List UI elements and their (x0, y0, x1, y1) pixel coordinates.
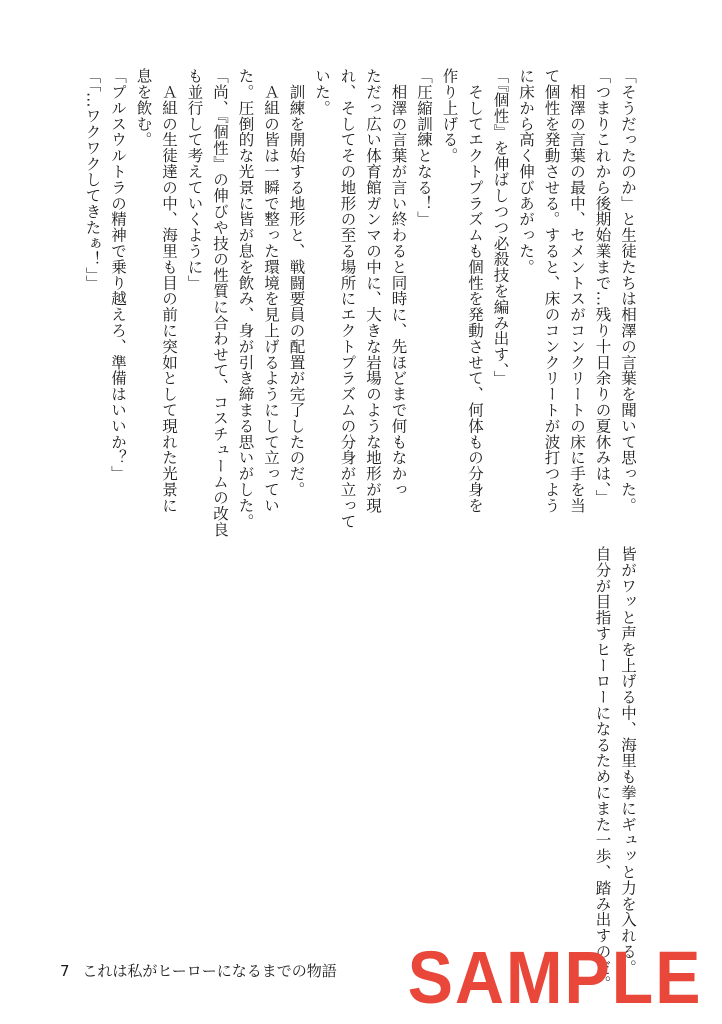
book-title: これは私がヒーローになるまでの物語 (82, 962, 337, 980)
text-line: Ａ組の生徒達の中、海里も目の前に突如として現れた光景に (160, 68, 178, 514)
text-line: 皆がワッと声を上げる中、海里も拳にギュッと力を入れる。 (619, 530, 637, 976)
text-line: 訓練を開始する地形と、戦闘要員の配置が完了したのだ。 (287, 68, 306, 498)
text-line: も並行して考えていくように」 (185, 68, 204, 291)
text-line: 自分が目指すヒーローになるためにまた一歩、踏み出すのだ。 (593, 530, 612, 992)
text-line: 「プルスウルトラの精神で乗り越えろ、準備はいいか？」 (109, 68, 127, 482)
text-line: 相澤の言葉が言い終わると同時に、先ほどまで何もなかっ (389, 68, 408, 498)
text-line: 息を飲む。 (134, 68, 153, 148)
body-text-upper (79, 68, 640, 538)
body-text-lower (589, 530, 640, 992)
text-line: 「「…ワクワクしてきたぁ！」」 (83, 68, 102, 291)
text-line: れ、そしてその地形の至る場所にエクトプラズムの分身が立って (338, 68, 357, 530)
text-line: 「つまりこれから後期始業まで…残り十日余りの夏休みは、」 (593, 68, 612, 506)
sample-watermark: SAMPLE (407, 936, 702, 1019)
page-footer (60, 960, 337, 981)
text-line: ただっ広い体育館ガンマの中に、大きな岩場のような地形が現 (364, 68, 382, 514)
text-line: そしてエクトプラズムも個性を発動させて、何体もの分身を (466, 68, 484, 514)
text-line: 「『個性』を伸ばしつつ必殺技を編み出す、」 (491, 68, 510, 387)
text-line: Ａ組の皆は一瞬で整った環境を見上げるようにして立ってい (262, 68, 280, 514)
text-line: た。圧倒的な光景に皆が息を飲み、身が引き締まる思いがした。 (236, 68, 255, 530)
text-line: て個性を発動させる。すると、床のコンクリートが波打つよう (542, 68, 561, 514)
text-line: 「圧縮訓練となる！」 (415, 68, 433, 227)
text-line: いた。 (313, 68, 331, 116)
text-line: に床から高く伸びあがった。 (517, 68, 535, 275)
text-line: 作り上げる。 (440, 68, 459, 164)
text-line: 「尚、『個性』の伸びや技の性質に合わせて、コスチュームの改良 (211, 68, 229, 538)
text-line: 相澤の言葉の最中、セメントスがコンクリートの床に手を当 (568, 68, 586, 514)
page-number: 7 (60, 962, 70, 980)
text-line: 「そうだったのか」と生徒たちは相澤の言葉を聞いて思った。 (619, 68, 637, 514)
